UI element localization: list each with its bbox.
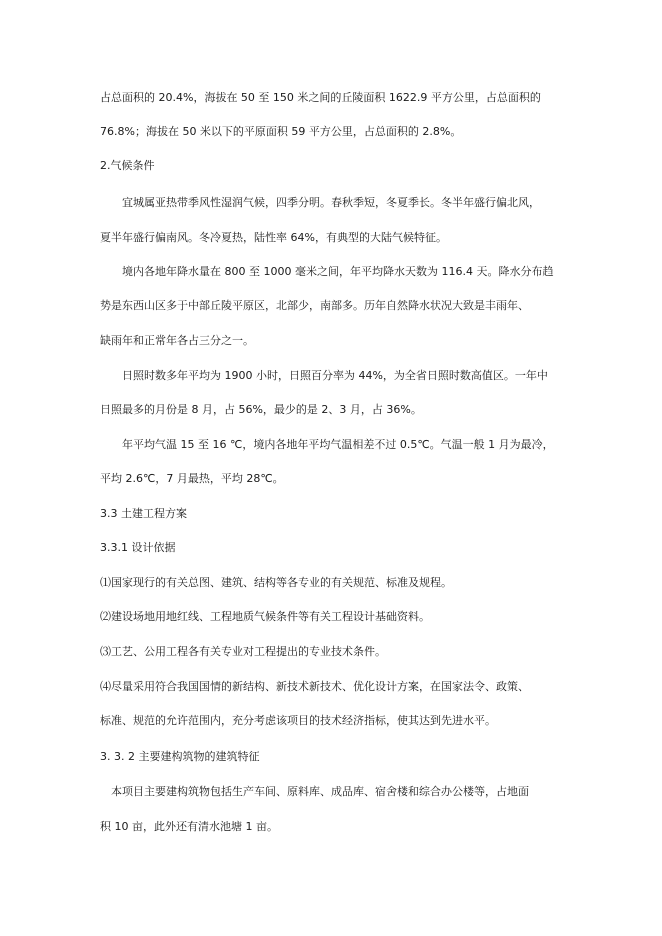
paragraph-line: 境内各地年降水量在 800 至 1000 毫米之间，年平均降水天数为 116.4 天。降水分布趋 <box>122 265 554 278</box>
list-item: ⑶工艺、公用工程各有关专业对工程提出的专业技术条件。 <box>100 645 386 658</box>
paragraph-line: 76.8%；海拔在 50 米以下的平原面积 59 平方公里，占总面积的 2.8%。 <box>100 125 462 138</box>
list-item: ⑷尽量采用符合我国国情的新结构、新技术新技术、优化设计方案，在国家法令、政策、 <box>100 680 529 693</box>
paragraph-line: 积 10 亩，此外还有清水池塘 1 亩。 <box>100 820 278 833</box>
subsection-heading: 3.3.1 设计依据 <box>100 541 176 554</box>
section-heading: 3.3 土建工程方案 <box>100 507 187 520</box>
subsection-heading: 3. 3. 2 主要建构筑物的建筑特征 <box>100 750 260 763</box>
paragraph-line: 日照时数多年平均为 1900 小时，日照百分率为 44%，为全省日照时数高值区。一年中 <box>122 369 548 382</box>
paragraph-line: 标准、规范的允许范围内，充分考虑该项目的技术经济指标，使其达到先进水平。 <box>100 714 496 727</box>
paragraph-line: 缺雨年和正常年各占三分之一。 <box>100 334 254 347</box>
section-heading: 2.气候条件 <box>100 159 155 172</box>
list-item: ⑴国家现行的有关总图、建筑、结构等各专业的有关规范、标准及规程。 <box>100 576 452 589</box>
paragraph-line: 平均 2.6℃，7 月最热，平均 28℃。 <box>100 472 284 485</box>
paragraph-line: 年平均气温 15 至 16 ℃，境内各地年平均气温相差不过 0.5℃。气温一般 1 月为最冷， <box>122 438 554 451</box>
paragraph-line: 本项目主要建构筑物包括生产车间、原料库、成品库、宿舍楼和综合办公楼等，占地面 <box>111 785 529 798</box>
paragraph-line: 势是东西山区多于中部丘陵平原区，北部少，南部多。历年自然降水状况大致是丰雨年、 <box>100 299 529 312</box>
paragraph-line: 宜城属亚热带季风性湿润气候，四季分明。春秋季短，冬夏季长。冬半年盛行偏北风， <box>122 196 540 209</box>
paragraph-line: 占总面积的 20.4%，海拔在 50 至 150 米之间的丘陵面积 1622.9 平方公里，占总面积的 <box>100 91 541 104</box>
paragraph-line: 夏半年盛行偏南风。冬冷夏热，陆性率 64%，有典型的大陆气候特征。 <box>100 231 447 244</box>
list-item: ⑵建设场地用地红线、工程地质气候条件等有关工程设计基础资料。 <box>100 610 430 623</box>
paragraph-line: 日照最多的月份是 8 月，占 56%，最少的是 2、3 月，占 36%。 <box>100 403 422 416</box>
